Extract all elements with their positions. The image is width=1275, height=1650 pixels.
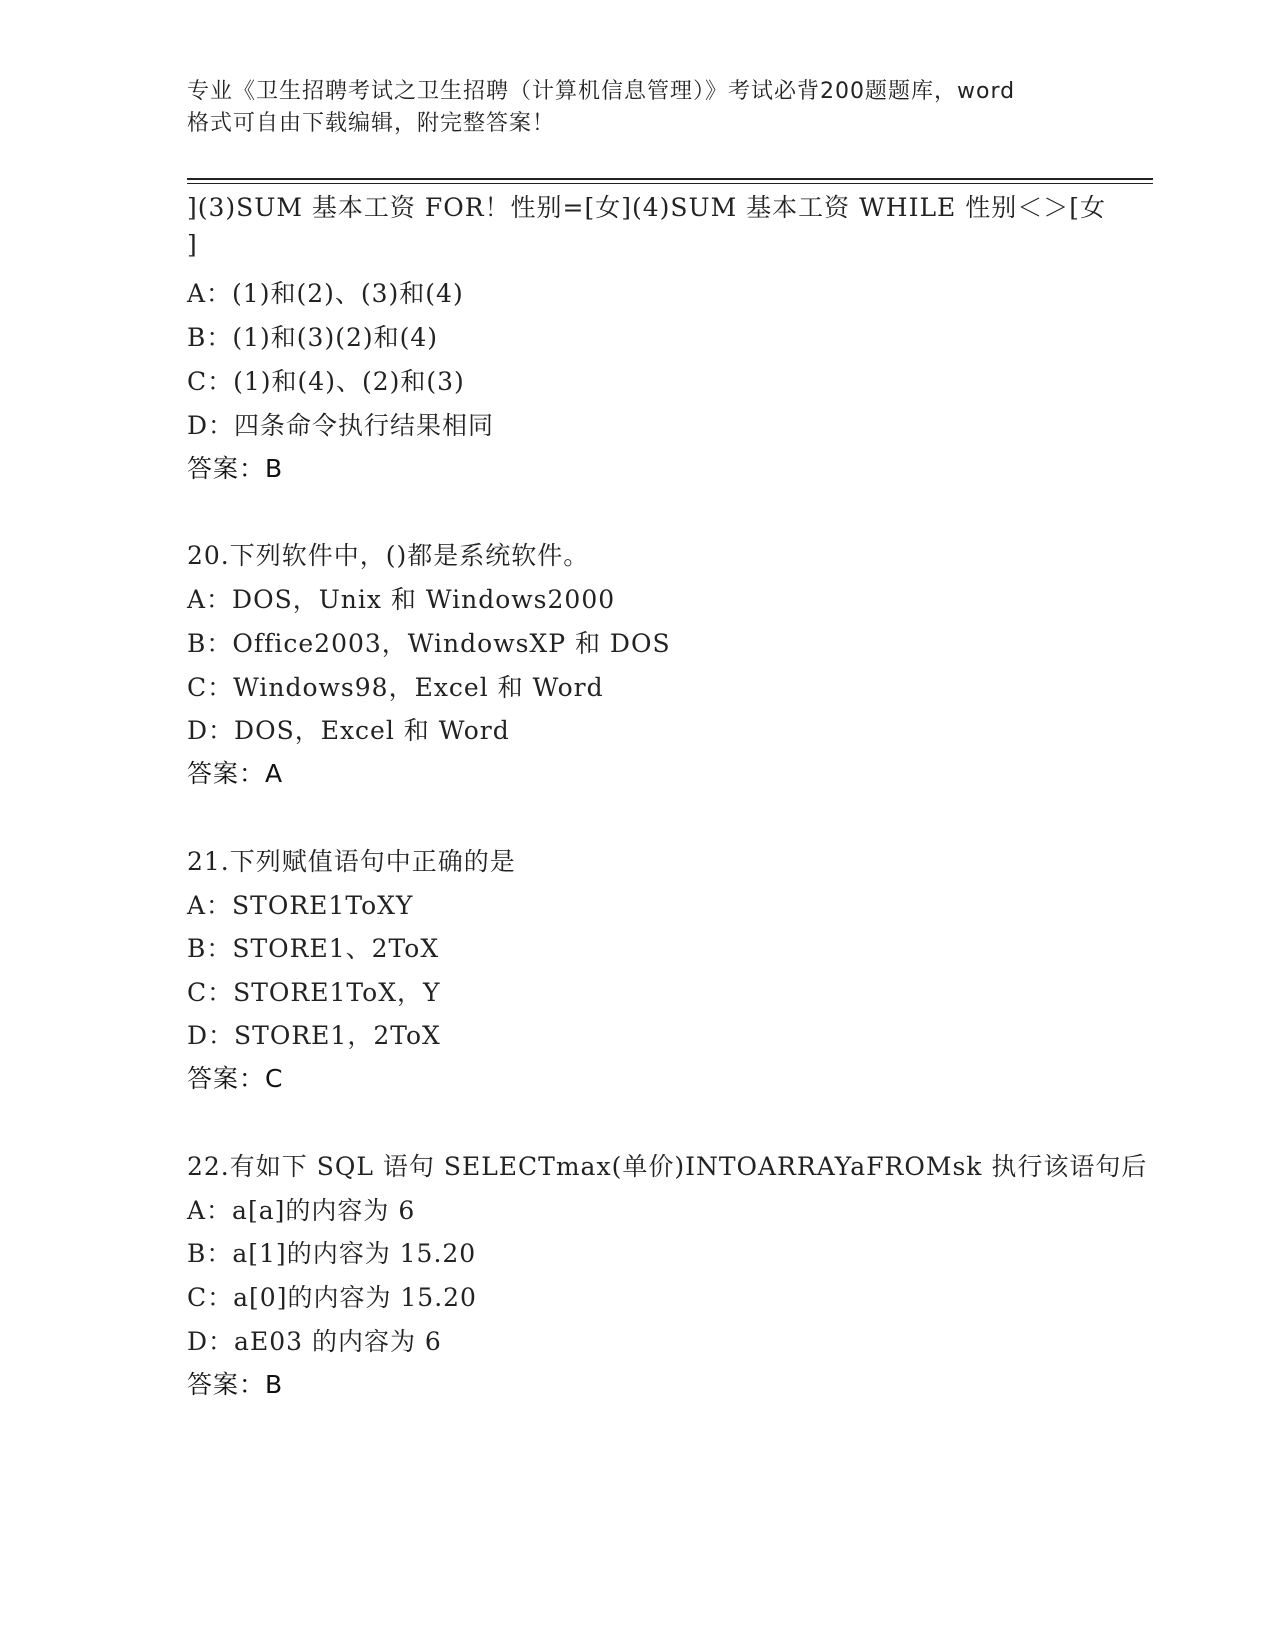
question-20-stem: 20.下列软件中，()都是系统软件。: [187, 541, 590, 570]
question-19-stem-line-2: ]: [187, 230, 198, 259]
question-20-option-c: C：Windows98，Excel 和 Word: [187, 673, 604, 702]
header-divider-thin: [187, 183, 1153, 184]
question-19-option-d: D：四条命令执行结果相同: [187, 411, 495, 440]
question-22-stem: 22.有如下 SQL 语句 SELECTmax(单价)INTOARRAYaFROMsk 执行该语句后: [187, 1152, 1148, 1181]
question-22-option-c: C：a[0]的内容为 15.20: [187, 1283, 477, 1312]
question-21-stem: 21.下列赋值语句中正确的是: [187, 847, 516, 876]
question-21-option-b: B：STORE1、2ToX: [187, 934, 440, 963]
question-22-option-a: A：a[a]的内容为 6: [187, 1196, 416, 1225]
header-title-line-2: 格式可自由下载编辑，附完整答案！: [187, 111, 556, 136]
question-20-answer: 答案：A: [187, 759, 284, 788]
question-21-option-d: D：STORE1，2ToX: [187, 1021, 441, 1050]
question-21-answer: 答案：C: [187, 1064, 284, 1093]
question-21-option-a: A：STORE1ToXY: [187, 891, 414, 920]
question-22-answer: 答案：B: [187, 1370, 284, 1399]
question-22-option-b: B：a[1]的内容为 15.20: [187, 1239, 477, 1268]
question-22-option-d: D：aE03 的内容为 6: [187, 1327, 442, 1356]
header-title-line-1: 专业《卫生招聘考试之卫生招聘（计算机信息管理）》考试必背200题题库，word: [187, 79, 1016, 104]
question-20-option-d: D：DOS，Excel 和 Word: [187, 716, 510, 745]
header-divider-thick: [187, 178, 1153, 180]
question-20-option-a: A：DOS，Unix 和 Windows2000: [187, 585, 616, 614]
question-20-option-b: B：Office2003，WindowsXP 和 DOS: [187, 629, 671, 658]
question-19-option-c: C：(1)和(4)、(2)和(3): [187, 367, 465, 396]
question-19-answer: 答案：B: [187, 454, 284, 483]
question-19-stem-line-1: ](3)SUM 基本工资 FOR！性别=[女](4)SUM 基本工资 WHILE 性别＜＞[女: [187, 193, 1106, 222]
question-19-option-b: B：(1)和(3)(2)和(4): [187, 323, 439, 352]
question-21-option-c: C：STORE1ToX，Y: [187, 978, 441, 1007]
document-header: [187, 76, 1087, 140]
question-19-option-a: A：(1)和(2)、(3)和(4): [187, 279, 464, 308]
